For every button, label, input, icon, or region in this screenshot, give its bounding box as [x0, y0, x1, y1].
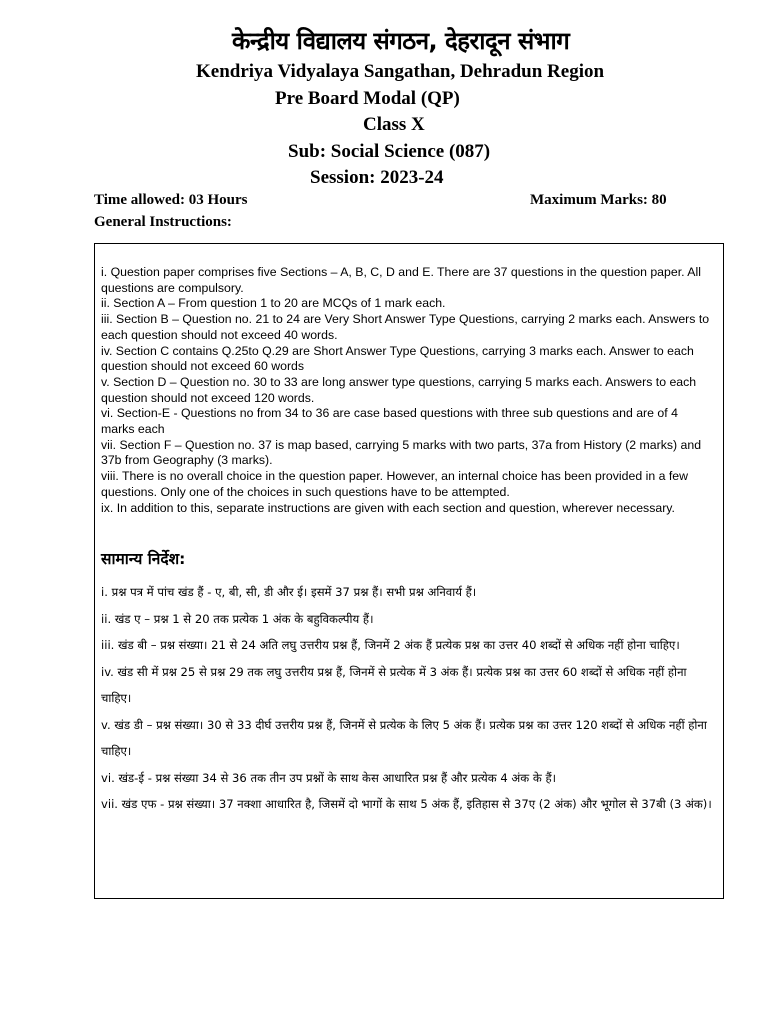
instruction-en-item: vii. Section F – Question no. 37 is map based, carrying 5 marks with two parts, 37a from History (2 marks) and 37b from Geography (3 marks).	[101, 437, 702, 468]
title-english: Kendriya Vidyalaya Sangathan, Dehradun Region	[196, 61, 605, 82]
instructions-hindi-list	[101, 579, 719, 818]
instruction-hi-item: iv. खंड सी में प्रश्न 25 से प्रश्न 29 तक लघु उत्तरीय प्रश्न हैं, जिनमें से प्रत्येक में 3 अंक हैं। प्रत्येक प्रश्न का उत्तर 60 शब्दों से अधिक नहीं होना चाहिए।	[101, 664, 687, 705]
instruction-en-item: ix. In addition to this, separate instructions are given with each section and question, wherever necessary.	[101, 500, 675, 515]
instruction-en-item: v. Section D – Question no. 30 to 33 are long answer type questions, carrying 5 marks each. Answers to each question should not exceed 120 words.	[101, 374, 697, 405]
hindi-instructions-heading: सामान्य निर्देश:	[101, 550, 186, 568]
instruction-en-item: vi. Section-E - Questions no from 34 to 36 are case based questions with three sub questions and are of 4 marks each	[101, 406, 678, 437]
instruction-en-item: ii. Section A – From question 1 to 20 are MCQs of 1 mark each.	[101, 296, 446, 311]
instruction-en-item: iv. Section C contains Q.25to Q.29 are Short Answer Type Questions, carrying 3 marks each. Answer to each question should not exceed 60 words	[101, 343, 694, 374]
instruction-hi-item: vii. खंड एफ - प्रश्न संख्या। 37 नक्शा आधारित है, जिसमें दो भागों के साथ 5 अंक हैं, इतिहास से 37ए (2 अंक) और भूगोल से 37बी (3 अंक)।	[101, 797, 712, 811]
maximum-marks: Maximum Marks: 80	[530, 192, 667, 208]
instruction-hi-item: iii. खंड बी – प्रश्न संख्या। 21 से 24 अति लघु उत्तरीय प्रश्न हैं, जिनमें 2 अंक हैं प्रत्येक प्रश्न का उत्तर 40 शब्दों से अधिक नहीं होना चाहिए।	[101, 638, 680, 652]
instruction-hi-item: ii. खंड ए – प्रश्न 1 से 20 तक प्रत्येक 1 अंक के बहुविकल्पीय हैं।	[101, 611, 374, 626]
instruction-hi-item: vi. खंड-ई - प्रश्न संख्या 34 से 36 तक तीन उप प्रश्नों के साथ केस आधारित प्रश्न हैं और प्रत्येक 4 अंक के हैं।	[101, 770, 557, 785]
instruction-hi-item: i. प्रश्न पत्र में पांच खंड हैं - ए, बी, सी, डी और ई। इसमें 37 प्रश्न हैं। सभी प्रश्न अनिवार्य हैं।	[101, 585, 477, 599]
instruction-en-item: viii. There is no overall choice in the question paper. However, an internal choice has been provided in a few questions. Only one of the choices in such questions have to be attempted.	[101, 469, 688, 499]
general-instructions-heading: General Instructions:	[94, 214, 232, 230]
instruction-en-item: iii. Section B – Question no. 21 to 24 are Very Short Answer Type Questions, carrying 2 marks each. Answers to each question should not exceed 40 words.	[101, 312, 710, 342]
instruction-hi-item: v. खंड डी – प्रश्न संख्या। 30 से 33 दीर्घ उत्तरीय प्रश्न हैं, जिनमें से प्रत्येक के लिए 5 अंक हैं। प्रत्येक प्रश्न का उत्तर 120 शब्दों से अधिक नहीं होना चाहिए।	[101, 717, 707, 758]
instructions-english-list	[101, 265, 713, 516]
class-label: Class X	[363, 114, 425, 135]
time-allowed: Time allowed: 03 Hours	[94, 192, 248, 208]
subject-label: Sub: Social Science (087)	[288, 141, 491, 162]
instructions-box	[94, 243, 724, 899]
session-label: Session: 2023-24	[310, 167, 444, 188]
exam-name: Pre Board Modal (QP)	[275, 88, 460, 109]
instruction-en-item: i. Question paper comprises five Sections – A, B, C, D and E. There are 37 questions in the question paper. All questions are compulsory.	[101, 265, 701, 295]
title-hindi: केन्द्रीय विद्यालय संगठन, देहरादून संभाग	[232, 27, 570, 55]
